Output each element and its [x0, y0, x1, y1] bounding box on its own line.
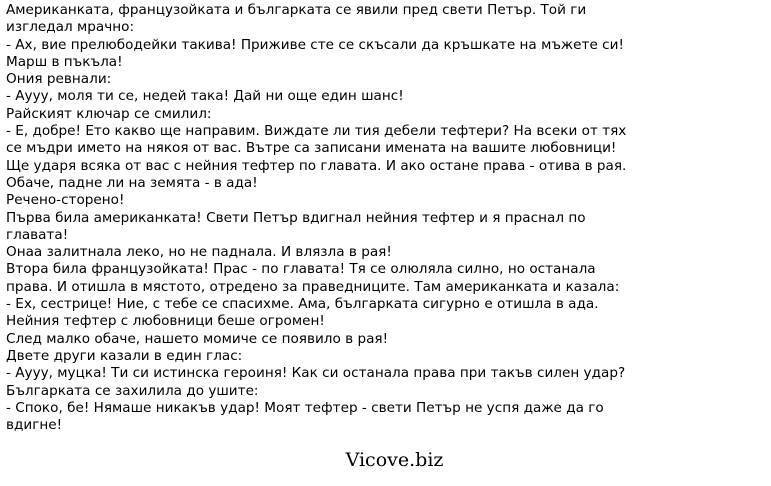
text-line: Онаа залитнала леко, но не паднала. И влязла в рая! — [6, 244, 392, 261]
text-line: Марш в пъкъла! — [6, 53, 123, 70]
text-line: Втора била французойката! Прас - по главата! Тя се олюляла силно, но останала — [6, 261, 596, 278]
text-line: права. И отишла в мястото, отредено за праведниците. Там американката и казала: — [6, 278, 620, 295]
text-line: вдигне! — [6, 417, 63, 434]
text-line: - Аууу, муцка! Ти си истинска героиня! Как си останала права при такъв силен удар? — [6, 365, 626, 382]
text-line: - Е, добре! Ето какво ще направим. Виждате ли тия дебели тефтери? На всеки от тях — [6, 123, 627, 140]
text-line: Речено-сторено! — [6, 192, 125, 209]
text-line: Двете други казали в един глас: — [6, 347, 243, 364]
text-line: Обаче, падне ли на земята - в ада! — [6, 174, 258, 191]
text-line: - Аууу, моля ти се, недей така! Дай ни още един шанс! — [6, 88, 404, 105]
text-line: изгледал мрачно: — [6, 19, 135, 36]
site-name: Vicove.biz — [345, 449, 444, 471]
text-line: - Ах, вие прелюбодейки такива! Приживе сте се скъсали да кръшкате на мъжете си! — [6, 36, 624, 53]
text-line: След малко обаче, нашето момиче се появило в рая! — [6, 330, 389, 347]
site-watermark — [0, 448, 771, 472]
text-line: се мъдри името на някоя от вас. Вътре са записани имената на вашите любовници! — [6, 140, 617, 157]
text-line: Първа била американката! Свети Петър вдигнал нейния тефтер и я праснал по — [6, 209, 586, 226]
text-line: Американката, французойката и българката се явили пред свети Петър. Той ги — [6, 2, 587, 18]
text-line: Ония ревнали: — [6, 71, 112, 88]
text-line: Нейния тефтер с любовници беше огромен! — [6, 313, 325, 330]
text-line: - Ех, сестрице! Ние, с тебе се спасихме. Ама, българката сигурно е отишла в ада. — [6, 296, 599, 313]
text-line: Ще ударя всяка от вас с нейния тефтер по главата. И ако остане права - отива в рая. — [6, 157, 627, 174]
text-line: - Споко, бе! Нямаше никакъв удар! Моят тефтер - свети Петър не успя даже да го — [6, 399, 604, 416]
text-line: Райският ключар се смилил: — [6, 105, 212, 122]
text-line: Българката се захилила до ушите: — [6, 382, 259, 399]
text-line: главата! — [6, 226, 69, 243]
joke-text — [6, 2, 766, 434]
